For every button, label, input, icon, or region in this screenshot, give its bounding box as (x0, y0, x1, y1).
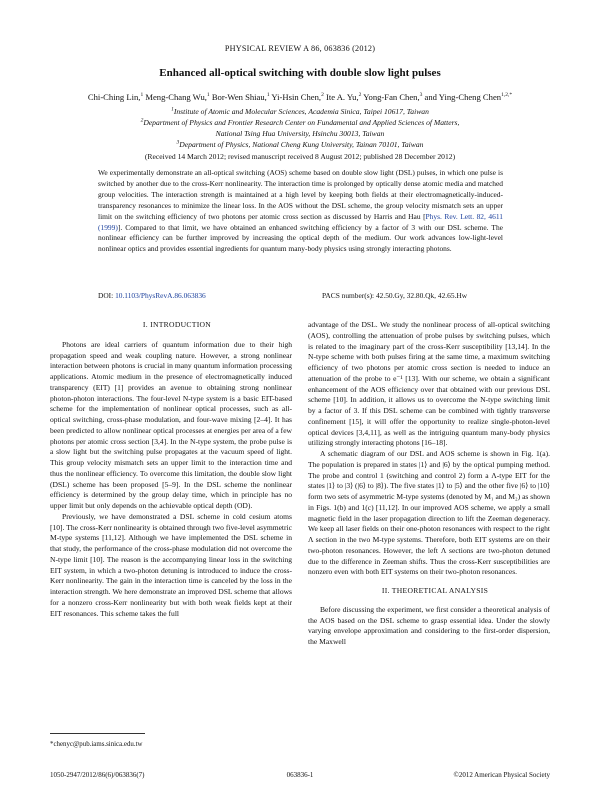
author: Yi-Hsin Chen,$^2$ (271, 92, 324, 102)
paragraph: Before discussing the experiment, we first consider a theoretical analysis of the AOS based on the DSL scheme to grasp essential idea. Under the slowly varying envelope approximation and considering to the first-order dispersion, the Maxwell (308, 604, 550, 646)
abstract-reference-link[interactable]: Phys. Rev. Lett. 82, 4611 (1999) (98, 211, 503, 232)
paragraph: advantage of the DSL. We study the nonlinear process of all-optical switching (AOS), controlling the attenuation of probe pulses by switching pulses, which is related to the imaginary part of the cross-Kerr susceptibility [13,14]. In the N-type scheme with both pulses firing at the same time, a maximum switching efficiency of two photons per atomic cross section is needed to induce an attenuation of the probe to e⁻¹ [13]. With our scheme, we obtain a significant enhancement of the AOS efficiency over that obtained with our previous DSL scheme [10]. In addition, it allows us to overcome the N-type switching limit by a factor of 3. If this DSL scheme can be combined with tightly transverse confinement [15], it will offer the opportunity to realize single-photon-level optical devices [3,4,11], as well as the intriguing quantum many-body physics utilizing strongly interacting photons [16–18]. (308, 320, 550, 448)
affiliation: $^1$Institute of Atomic and Molecular Sciences, Academia Sinica, Taipei 10617, Taiwan (171, 106, 429, 116)
left-column (50, 320, 292, 619)
running-head: PHYSICAL REVIEW A 86, 063836 (2012) (224, 44, 376, 53)
doi-link[interactable]: 10.1103/PhysRevA.86.063836 (115, 291, 206, 300)
right-column (308, 320, 550, 648)
received-dates: (Received 14 March 2012; revised manuscript received 8 August 2012; published 28 December 2012) (144, 152, 456, 161)
author: Meng-Chang Wu,$^1$ (145, 92, 210, 102)
footnote-rule (50, 733, 145, 734)
author: Bor-Wen Shiau,$^1$ (211, 92, 270, 102)
paper-title: Enhanced all-optical switching with double slow light pulses (159, 67, 441, 79)
author-list (30, 92, 570, 103)
doi-line: DOI: 10.1103/PhysRevA.86.063836 (98, 291, 206, 300)
paragraph: A schematic diagram of our DSL and AOS scheme is shown in Fig. 1(a). The population is prepared in states |1⟩ and |6⟩ by the optical pumping method. The probe and control 1 (switching and control 2) form a Λ-type EIT for the states |1⟩ to |3⟩ (|6⟩ to |8⟩). The five states |1⟩ to |5⟩ and the other five |6⟩ to |10⟩ form two sets of asymmetric M-type systems (denoted by M₁ and M₂) as shown in Figs. 1(b) and 1(c) [11,12]. In our improved AOS scheme, we apply a small magnetic field in the laser propagation direction to lift the Zeeman degeneracy. We keep all laser fields on their one-photon resonances with respect to the right Λ section in the two M-type systems. Therefore, both EIT systems are on their two-photon resonances. However, the left Λ sections are two-photon detuned due to the difference in Zeeman shifts. Thus the cross-Kerr susceptibilities are nonzero even with both EIT systems on their two-photon resonances. (308, 449, 550, 577)
affiliation: $^3$Department of Physics, National Cheng Kung University, Tainan 70101, Taiwan (176, 139, 424, 149)
paragraph: Previously, we have demonstrated a DSL scheme in cold cesium atoms [10]. The cross-Kerr nonlinearity is obtained through two five-level asymmetric M-type systems [11,12]. Although we have implemented the DSL scheme in that study, the performance of the cross-phase modulation did not overcome the N-type limit [10]. The reason is the accompanying linear loss in the switching EIT system, in which a two-photon detuning is introduced to induce the cross-Kerr nonlinearity. The gain in the interaction time is canceled by the loss in the interaction strength. We here demonstrate an improved DSL scheme that allows for a nonzero cross-Kerr nonlinearity but with both weak fields kept at their EIT resonances. This scheme takes the full (50, 511, 292, 618)
footer-page-number: 063836-1 (286, 771, 314, 779)
pacs-line: PACS number(s): 42.50.Gy, 32.80.Qk, 42.65.Hw (322, 291, 468, 300)
author: Ite A. Yu,$^2$ (325, 92, 362, 102)
author: Chi-Ching Lin,$^1$ (87, 92, 144, 102)
abstract: We experimentally demonstrate an all-optical switching (AOS) scheme based on double slow light (DSL) pulses, in which one pulse is switched by another due to the cross-Kerr nonlinearity. The interaction time is prolonged by optically dense atomic media and matched group velocities. The interaction strength is maintained at a high level by keeping both fields at their electromagnetically-induced-transparency resonances to minimize the linear loss. In the AOS without the DSL scheme, the group velocity mismatch sets an upper limit on the switching efficiency of two photons per atomic cross section as discussed by Harris and Hau [Phys. Rev. Lett. 82, 4611 (1999)]. Compared to that limit, we have obtained an enhanced switching efficiency by a factor of 3 with our DSL scheme. The nonlinear efficiency can be further improved by increasing the optical depth of the medium. Our work advances low-light-level nonlinear optics and provides essential ingredients for quantum many-body physics using strongly interacting photons. (98, 168, 503, 254)
footnote-email: *chenyc@pub.iams.sinica.edu.tw (50, 741, 143, 748)
footer-copyright: ©2012 American Physical Society (453, 771, 550, 779)
author: Yong-Fan Chen,$^3$ (363, 92, 423, 102)
author: and Ying-Cheng Chen$^{1,2,*}$ (424, 92, 513, 102)
section-heading: II. THEORETICAL ANALYSIS (381, 586, 489, 595)
affiliation: National Tsing Hua University, Hsinchu 30013, Taiwan (215, 129, 385, 138)
affiliation: $^2$Department of Physics and Frontier Research Center on Fundamental and Applied Sciences of Matters, (140, 117, 460, 127)
section-heading: I. INTRODUCTION (142, 320, 212, 329)
paragraph: Photons are ideal carriers of quantum information due to their high propagation speed and weak coupling nature. However, a strong nonlinear interaction between photons is crucial in many quantum information processing applications. Atomic medium in the presence of electromagnetically induced transparency (EIT) [1] provides an avenue to obtaining strong nonlinear photon-photon interactions. The four-level N-type system is a basic EIT-based scheme for the implementation of nonlinear optical processes, such as all-optical switching, cross-phase modulation, and four-wave mixing [2–4]. It has been predicted to allow nonlinear optical processes at energies per area of a few photons per atomic cross section [3,4]. In the N-type system, the probe pulse is a slow light but the switching pulse propagates at the vacuum speed of light. This group velocity mismatch sets an upper limit to the interaction time and thus the nonlinear efficiency. To overcome this limitation, the double slow light (DSL) scheme has been proposed [5–9]. In the DSL scheme the nonlinear efficiency is determined by the group delay time, which in principle has no upper limit but only depends on the achievable optical depth (OD). (50, 339, 292, 510)
footer-issn: 1050-2947/2012/86(6)/063836(7) (50, 771, 145, 779)
